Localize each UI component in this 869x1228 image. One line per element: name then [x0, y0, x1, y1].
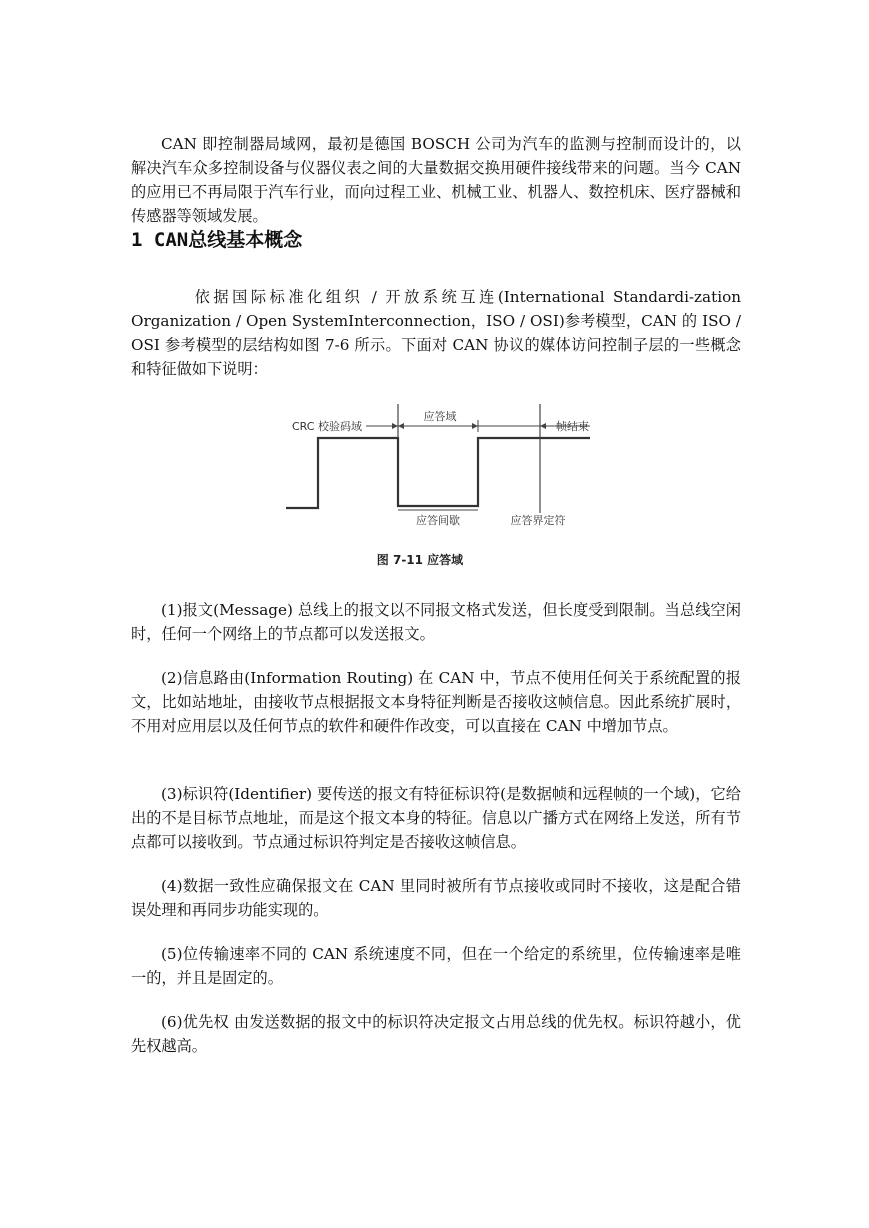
item-paragraph	[131, 782, 741, 854]
ack-field-label: 应答域	[423, 410, 457, 423]
item-text: (1)报文(Message) 总线上的报文以不同报文格式发送，但长度受到限制。当总线空闲时，任何一个网络上的节点都可以发送报文。	[131, 601, 741, 643]
section-heading: 1 CAN总线基本概念	[131, 229, 303, 251]
frame-end-label: 帧结束	[556, 420, 589, 433]
ack-waveform	[286, 438, 590, 508]
crc-field-label: CRC 校验码域	[292, 420, 362, 433]
item-text: (6)优先权 由发送数据的报文中的标识符决定报文占用总线的优先权。标识符越小，优先权越高。	[131, 1013, 741, 1055]
intro-paragraph	[131, 132, 741, 228]
item-text: (4)数据一致性应确保报文在 CAN 里同时被所有节点接收或同时不接收，这是配合错误处理和再同步功能实现的。	[131, 877, 741, 919]
item-text: (5)位传输速率不同的 CAN 系统速度不同，但在一个给定的系统里，位传输速率是唯一的，并且是固定的。	[131, 945, 741, 987]
ack-delimiter-label: 应答界定符	[510, 514, 566, 527]
item-text: (3)标识符(Identifier) 要传送的报文有特征标识符(是数据帧和远程帧的一个域)，它给出的不是目标节点地址，而是这个报文本身的特征。信息以广播方式在网络上发送，所有节点都可以接收到。节点通过标识符判定是否接收这帧信息。	[131, 785, 741, 851]
item-paragraph	[131, 1010, 741, 1058]
ack-gap-label: 应答间歇	[416, 514, 460, 527]
item-paragraph	[131, 666, 741, 738]
arrow-head	[472, 423, 478, 429]
arrow-head	[540, 423, 546, 429]
intro-text: CAN 即控制器局域网，最初是德国 BOSCH 公司为汽车的监测与控制而设计的，以解决汽车众多控制设备与仪器仪表之间的大量数据交换用硬件接线带来的问题。当今 CAN 的应用已不再局限于汽车行业，而向过程工业、机械工业、机器人、数控机床、医疗器械和传感器等领域发展。	[131, 135, 741, 225]
item-paragraph	[131, 598, 741, 646]
section-lead-paragraph	[131, 285, 741, 381]
ack-field-figure	[280, 398, 600, 578]
arrow-head	[398, 423, 404, 429]
arrow-head	[392, 423, 398, 429]
item-text: (2)信息路由(Information Routing) 在 CAN 中，节点不使用任何关于系统配置的报文，比如站地址，由接收节点根据报文本身特征判断是否接收这帧信息。因此系统扩展时，不用对应用层以及任何节点的软件和硬件作改变，可以直接在 CAN 中增加节点。	[131, 669, 741, 735]
item-paragraph	[131, 874, 741, 922]
item-paragraph	[131, 942, 741, 990]
figure-caption: 图 7-11 应答域	[376, 553, 464, 567]
ack-field-timing-diagram	[280, 398, 600, 578]
section-lead-text: 依据国际标准化组织 / 开放系统互连(International Standardi-zation Organization / Open SystemInterconnection，ISO / OSI)参考模型，CAN 的 ISO / OSI 参考模型的层结构如图 7-6 所示。下面对 CAN 协议的媒体访问控制子层的一些概念和特征做如下说明：	[131, 288, 741, 378]
